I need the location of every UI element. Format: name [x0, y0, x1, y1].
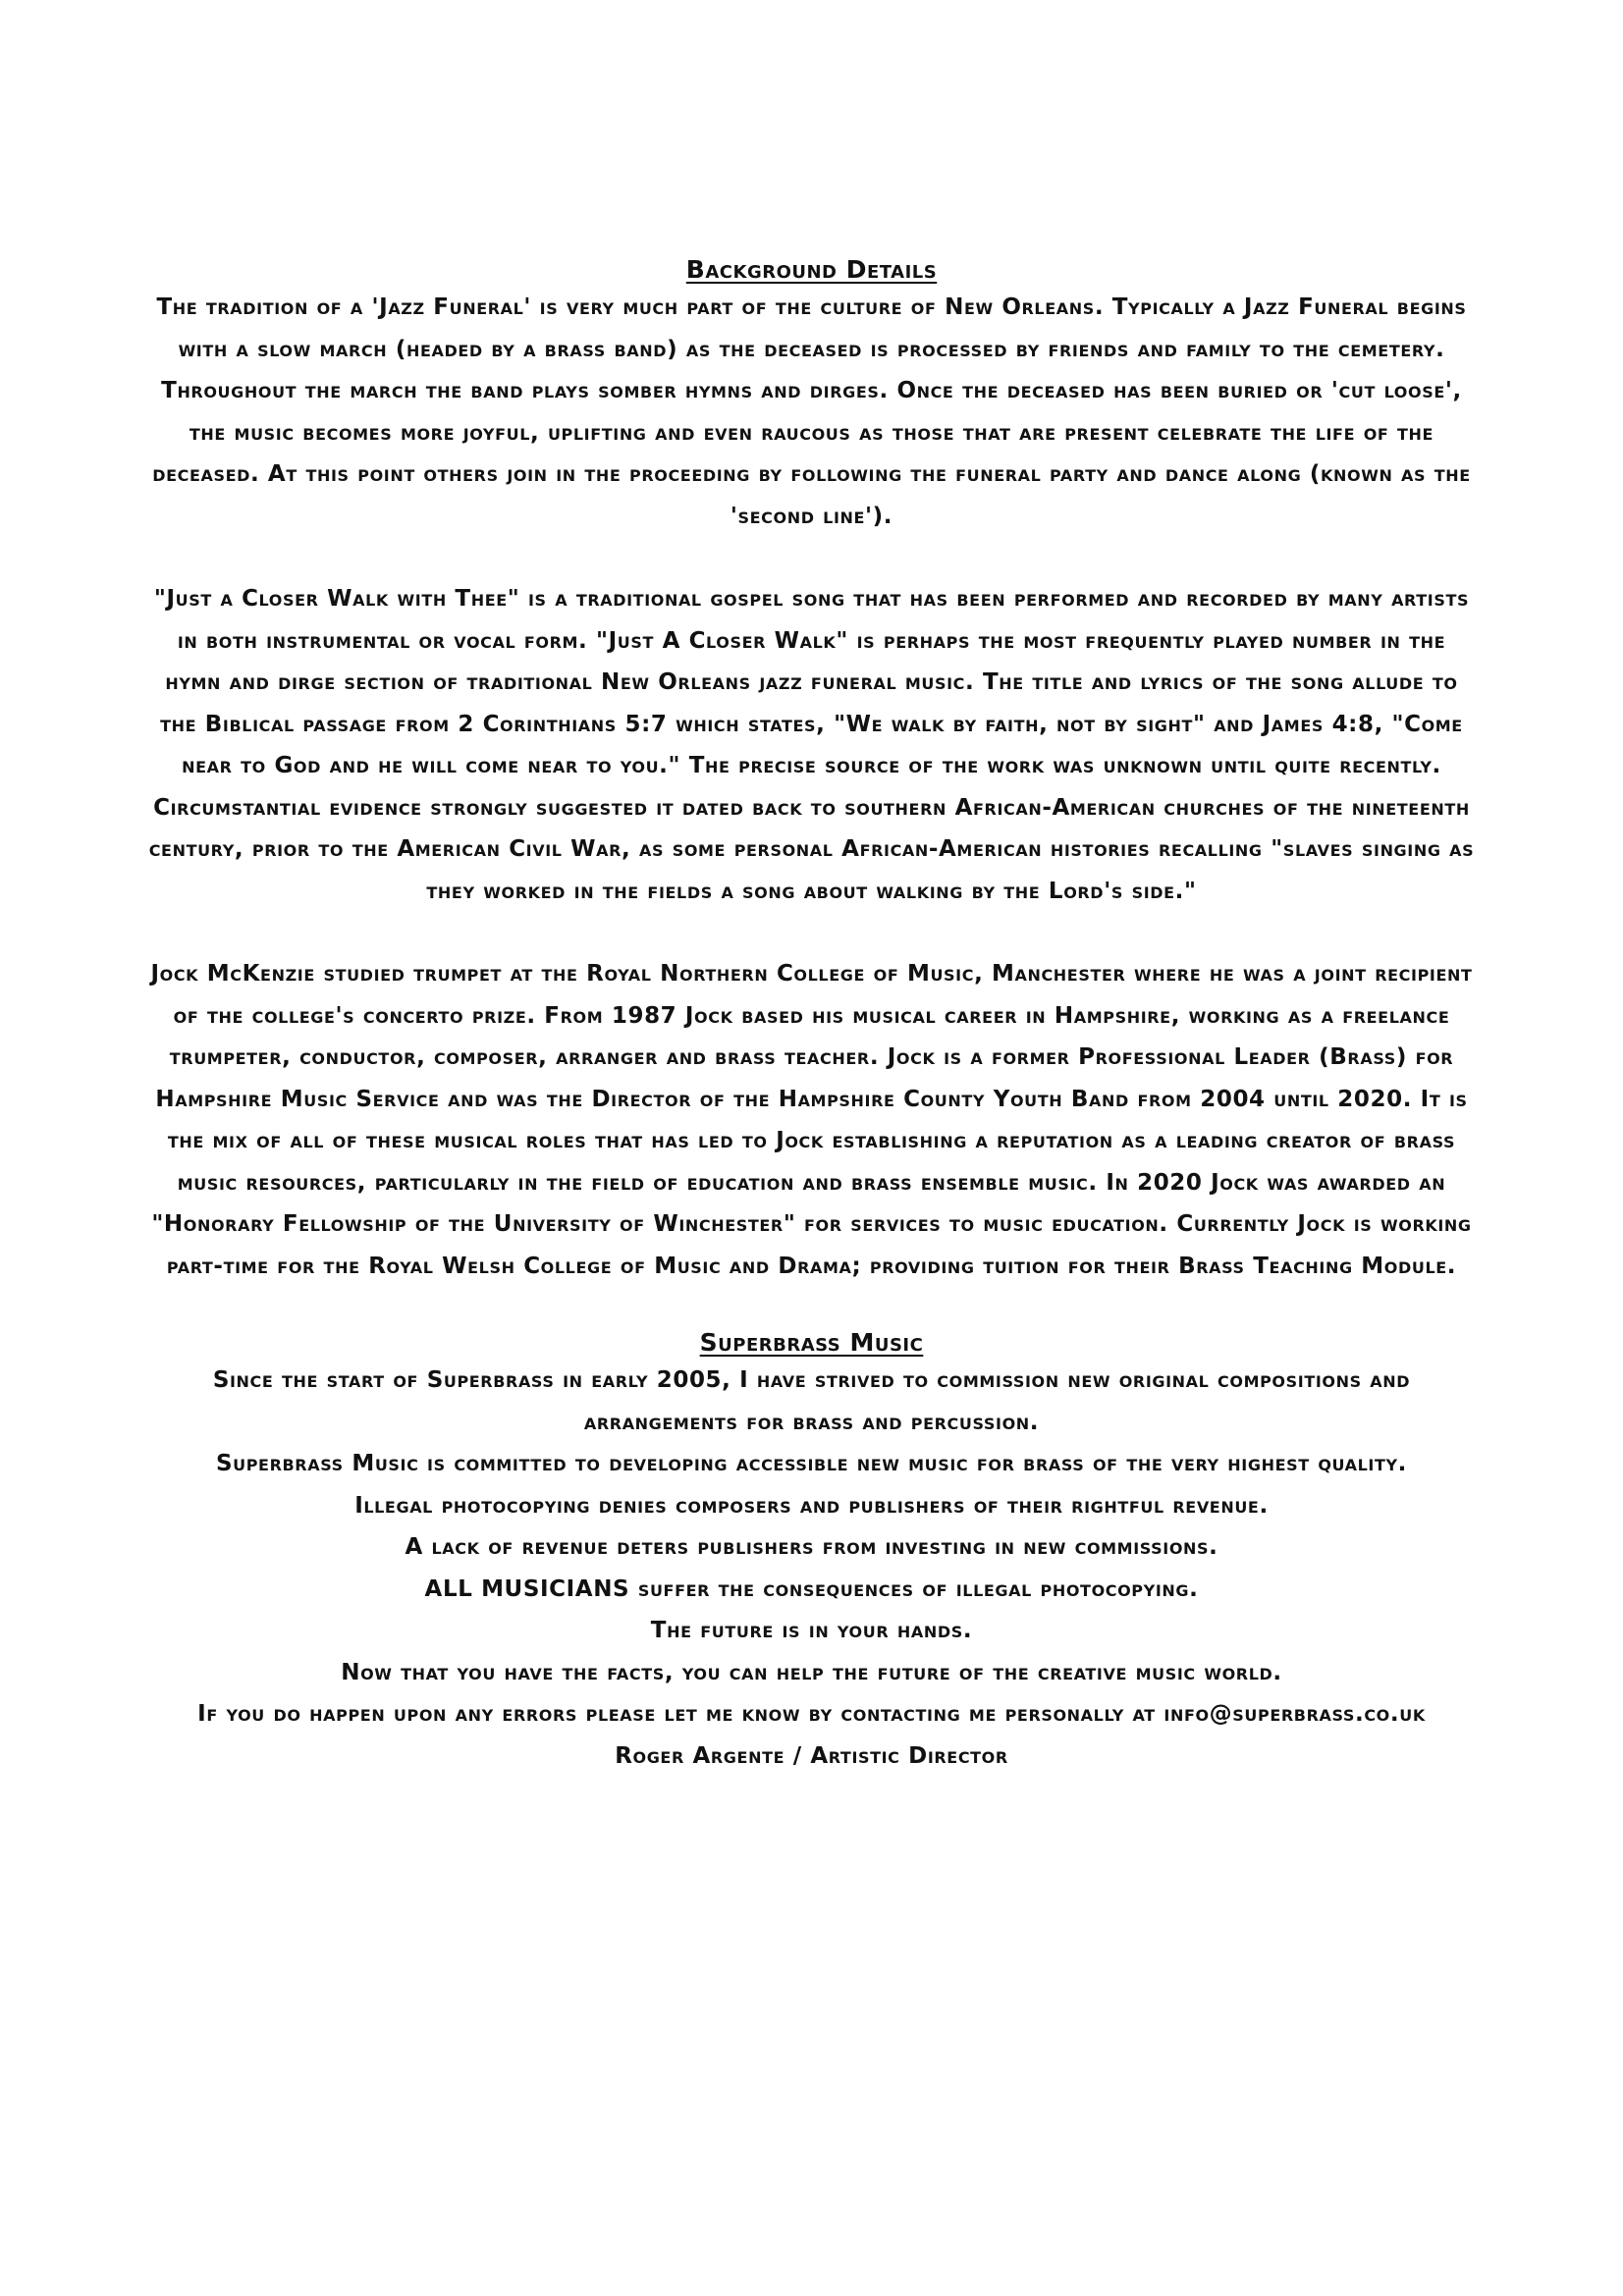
- jazz-funeral-paragraph: The tradition of a 'Jazz Funeral' is very much part of the culture of New Orleans. Typically a Jazz Funeral begins with a slow march (headed by a brass band) as the deceased is processed by friends and family to the cemetery. Throughout the march the band plays somber hymns and dirges. Once the deceased has been buried or 'cut loose', the music becomes more joyful, uplifting and even raucous as those that are present celebrate the life of the deceased. At this point others join in the proceeding by following the funeral party and dance along (known as the 'second line').: [152, 294, 1471, 529]
- superbrass-intro-text: Since the start of Superbrass in early 2005, I have strived to commission new original compositions and arrangements for brass and percussion.: [212, 1367, 1411, 1435]
- superbrass-commitment-text: Superbrass Music is committed to developing accessible new music for brass of the very highest quality.: [215, 1451, 1408, 1476]
- section-spacer: [147, 1287, 1476, 1326]
- document-page: [147, 253, 1476, 1777]
- photocopying-warning-text: Illegal photocopying denies composers and publishers of their rightful revenue.: [354, 1492, 1269, 1519]
- musicians-warning-text: [147, 1569, 1476, 1611]
- signature-text: Roger Argente / Artistic Director: [615, 1742, 1008, 1769]
- background-details-heading: Background Details: [685, 255, 938, 284]
- paragraph-spacer: [147, 537, 1476, 578]
- revenue-warning-text: A lack of revenue deters publishers from investing in new commissions.: [405, 1534, 1218, 1560]
- paragraph-spacer: [147, 912, 1476, 953]
- composer-bio-paragraph: Jock McKenzie studied trumpet at the Royal Northern College of Music, Manchester where he was a joint recipient of the college's concerto prize. From 1987 Jock based his musical career in Hampshire, working as a freelance trumpeter, conductor, composer, arranger and brass teacher. Jock is a former Professional Leader (Brass) for Hampshire Music Service and was the Director of the Hampshire County Youth Band from 2004 until 2020. It is the mix of all of these musical roles that has led to Jock establishing a reputation as a leading creator of brass music resources, particularly in the field of education and brass ensemble music. In 2020 Jock was awarded an "Honorary Fellowship of the University of Winchester" for services to music education. Currently Jock is working part-time for the Royal Welsh College of Music and Drama; providing tuition for their Brass Teaching Module.: [150, 961, 1473, 1279]
- all-musicians-emphasis: ALL MUSICIANS: [424, 1575, 630, 1602]
- future-text: The future is in your hands.: [650, 1618, 973, 1643]
- superbrass-music-heading: Superbrass Music: [699, 1328, 924, 1357]
- errors-contact-text: If you do happen upon any errors please let me know by contacting me personally at info@superbrass.co.uk: [197, 1701, 1426, 1727]
- facts-text: Now that you have the facts, you can help the future of the creative music world.: [341, 1659, 1282, 1685]
- closer-walk-paragraph: "Just a Closer Walk with Thee" is a traditional gospel song that has been performed and recorded by many artists in both instrumental or vocal form. "Just A Closer Walk" is perhaps the most frequently played number in the hymn and dirge section of traditional New Orleans jazz funeral music. The title and lyrics of the song allude to the Biblical passage from 2 Corinthians 5:7 which states, "We walk by faith, not by sight" and James 4:8, "Come near to God and he will come near to you." The precise source of the work was unknown until quite recently. Circumstantial evidence strongly suggested it dated back to southern African-American churches of the nineteenth century, prior to the American Civil War, as some personal African-American histories recalling "slaves singing as they worked in the fields a song about walking by the Lord's side.": [148, 586, 1475, 904]
- musicians-warning-rest: suffer the consequences of illegal photocopying.: [629, 1575, 1199, 1602]
